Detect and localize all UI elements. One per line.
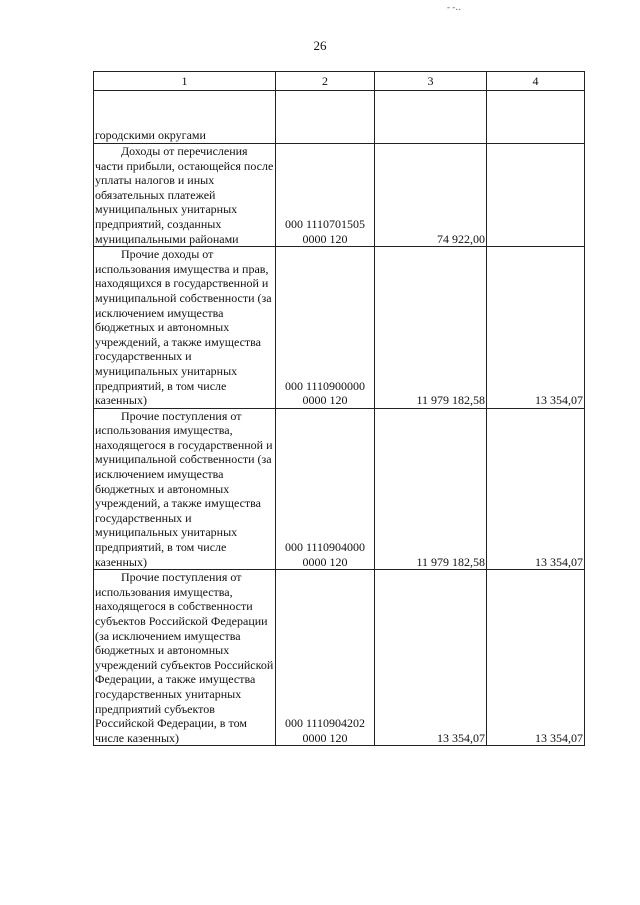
row-code-line-2: 0000 120 xyxy=(302,231,348,246)
row-code-line-2: 0000 120 xyxy=(302,393,348,408)
column-header-4: 4 xyxy=(487,72,585,91)
row-col4: 13 354,07 xyxy=(487,570,585,746)
row-name-first-line: Прочие поступления от xyxy=(121,408,242,423)
row-name: городскими округами xyxy=(94,91,276,144)
row-code-line-2: 0000 120 xyxy=(302,554,348,569)
row-name-first-line: Прочие доходы от xyxy=(121,247,214,262)
row-name-first-line: Доходы от перечисления xyxy=(121,144,248,158)
table-row xyxy=(94,247,585,409)
row-col3: 11 979 182,58 xyxy=(375,408,487,570)
row-col4 xyxy=(487,91,585,144)
column-header-3: 3 xyxy=(375,72,487,91)
column-header-1: 1 xyxy=(94,72,276,91)
row-name-first-line: Прочие поступления от xyxy=(121,570,242,585)
row-code-line-2: 0000 120 xyxy=(302,730,348,745)
row-code xyxy=(276,144,375,247)
table-row xyxy=(94,408,585,570)
table-row xyxy=(94,91,585,144)
row-name-rest: использования имущества, находящегося в государственной и муниципальной собственности (за исключением имущества бюджетных и автономных учреждений, а также имущества государственных и муниципальных унитарных предприятий, в том числе казенных) xyxy=(95,423,273,569)
revenue-table xyxy=(93,71,585,746)
row-code xyxy=(276,408,375,570)
row-code xyxy=(276,91,375,144)
row-code-line-1: 000 1110904202 xyxy=(284,716,366,731)
row-col4: 13 354,07 xyxy=(487,247,585,409)
row-col4: 13 354,07 xyxy=(487,408,585,570)
row-name xyxy=(94,408,276,570)
table-row xyxy=(94,144,585,247)
row-code-line-1: 000 1110701505 xyxy=(284,216,366,231)
row-name-rest: части прибыли, остающейся после уплаты налогов и иных обязательных платежей муниципальных унитарных предприятий, созданных муниципальными районами xyxy=(95,158,274,246)
column-header-2: 2 xyxy=(276,72,375,91)
header-row xyxy=(94,72,585,91)
page-number: 26 xyxy=(313,38,327,53)
row-col3 xyxy=(375,91,487,144)
row-name xyxy=(94,144,276,247)
row-name xyxy=(94,570,276,746)
row-name-rest: использования имущества, находящегося в собственности субъектов Российской Федерации (за исключением имущества бюджетных и автономных учреждений субъектов Российской Федерации, а также имущества государственных унитарных предприятий субъектов Российской Федерации, в том числе казенных) xyxy=(95,584,274,745)
row-code xyxy=(276,247,375,409)
table-row xyxy=(94,570,585,746)
row-col4 xyxy=(487,144,585,247)
row-name-rest: использования имущества и прав, находящихся в государственной и муниципальной собственности (за исключением имущества бюджетных и автономных учреждений, а также имущества государственных и муниципальных унитарных предприятий, в том числе казенных) xyxy=(95,261,272,408)
row-col3: 74 922,00 xyxy=(375,144,487,247)
scan-marks: - -‥ xyxy=(447,2,462,12)
row-col3: 11 979 182,58 xyxy=(375,247,487,409)
row-code-line-1: 000 1110900000 xyxy=(284,378,366,393)
row-col3: 13 354,07 xyxy=(375,570,487,746)
row-code xyxy=(276,570,375,746)
row-name xyxy=(94,247,276,409)
row-code-line-1: 000 1110904000 xyxy=(284,540,366,555)
